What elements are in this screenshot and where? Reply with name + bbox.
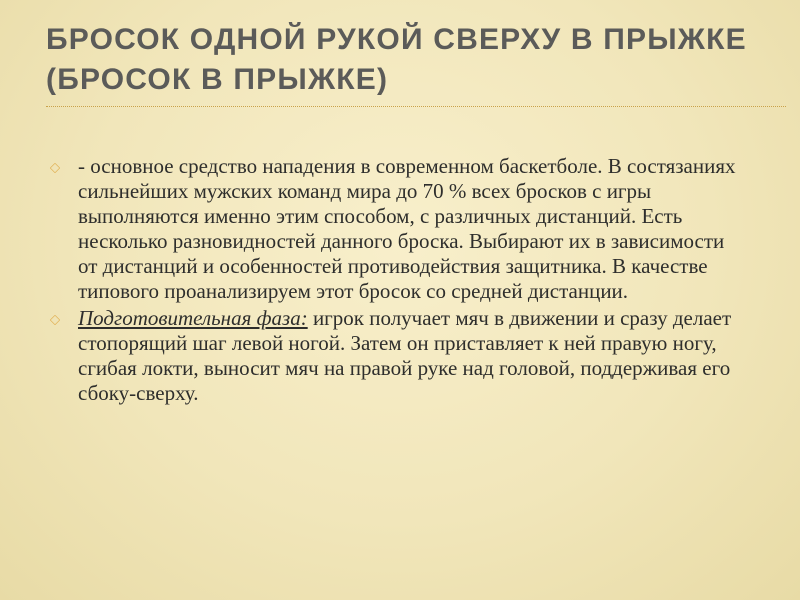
paragraph-2-term: Подготовительная фаза: [78,306,308,330]
slide-title: БРОСОК ОДНОЙ РУКОЙ СВЕРХУ В ПРЫЖКЕ (БРОСОК В ПРЫЖКЕ) [46,23,747,96]
paragraph-2 [48,306,748,406]
paragraph-1 [48,154,748,304]
slide-body [48,154,748,408]
title-divider [46,106,786,107]
diamond-bullet-icon [50,163,61,174]
paragraph-1-text: - основное средство нападения в современном баскетболе. В состязаниях сильнейших мужских команд мира до 70 % всех бросков с игры выполняются именно этим способом, с различных дистанций. Есть несколько разновидностей данного броска. Выбирают их в зависимости от дистанций и особенностей противодействия защитника. В качестве типового проанализируем этот бросок со средней дистанции. [78,154,736,303]
paragraph-2-text: игрок получает мяч в движении и сразу делает стопорящий шаг левой ногой. Затем он приставляет к ней правую ногу, сгибая локти, выносит мяч на правой руке над головой, поддерживая его сбоку-сверху. [78,306,732,405]
diamond-bullet-icon [50,315,61,326]
